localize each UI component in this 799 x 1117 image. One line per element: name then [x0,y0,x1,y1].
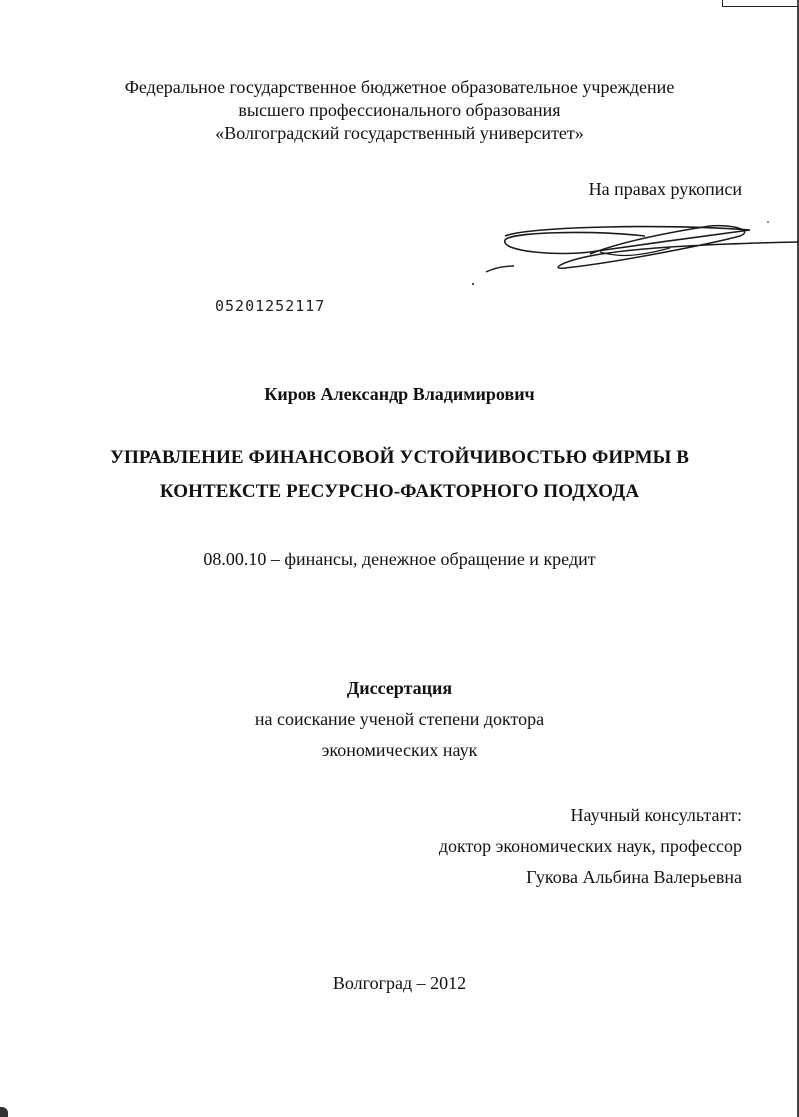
institution-line-3: «Волгоградский государственный университет» [215,123,584,143]
place-year: Волгоград – 2012 [332,973,467,993]
degree-line-1: на соискание ученой степени доктора [254,709,545,729]
dissertation-title-line-1: УПРАВЛЕНИЕ ФИНАНСОВОЙ УСТОЙЧИВОСТЬЮ ФИРМЫ В [109,447,690,468]
author-name: Киров Александр Владимирович [264,384,535,404]
document-type: Диссертация [346,678,453,698]
consultant-label: Научный консультант: [570,805,742,825]
consultant-name: Гукова Альбина Валерьевна [526,867,742,887]
institution-line-2: высшего профессионального образования [238,100,561,120]
consultant-degree: доктор экономических наук, профессор [438,836,742,856]
institution-line-1: Федеральное государственное бюджетное образовательное учреждение [124,77,675,97]
degree-line-2: экономических наук [321,740,478,760]
scan-mark [0,1107,8,1117]
signature-icon [470,212,799,292]
specialty-code: 08.00.10 – финансы, денежное обращение и кредит [203,549,596,569]
manuscript-note: На правах рукописи [588,179,742,199]
dissertation-title-line-2: КОНТЕКСТЕ РЕСУРСНО-ФАКТОРНОГО ПОДХОДА [159,481,640,502]
page-frame-corner [722,0,799,7]
registration-number: 05201252117 [215,297,326,315]
